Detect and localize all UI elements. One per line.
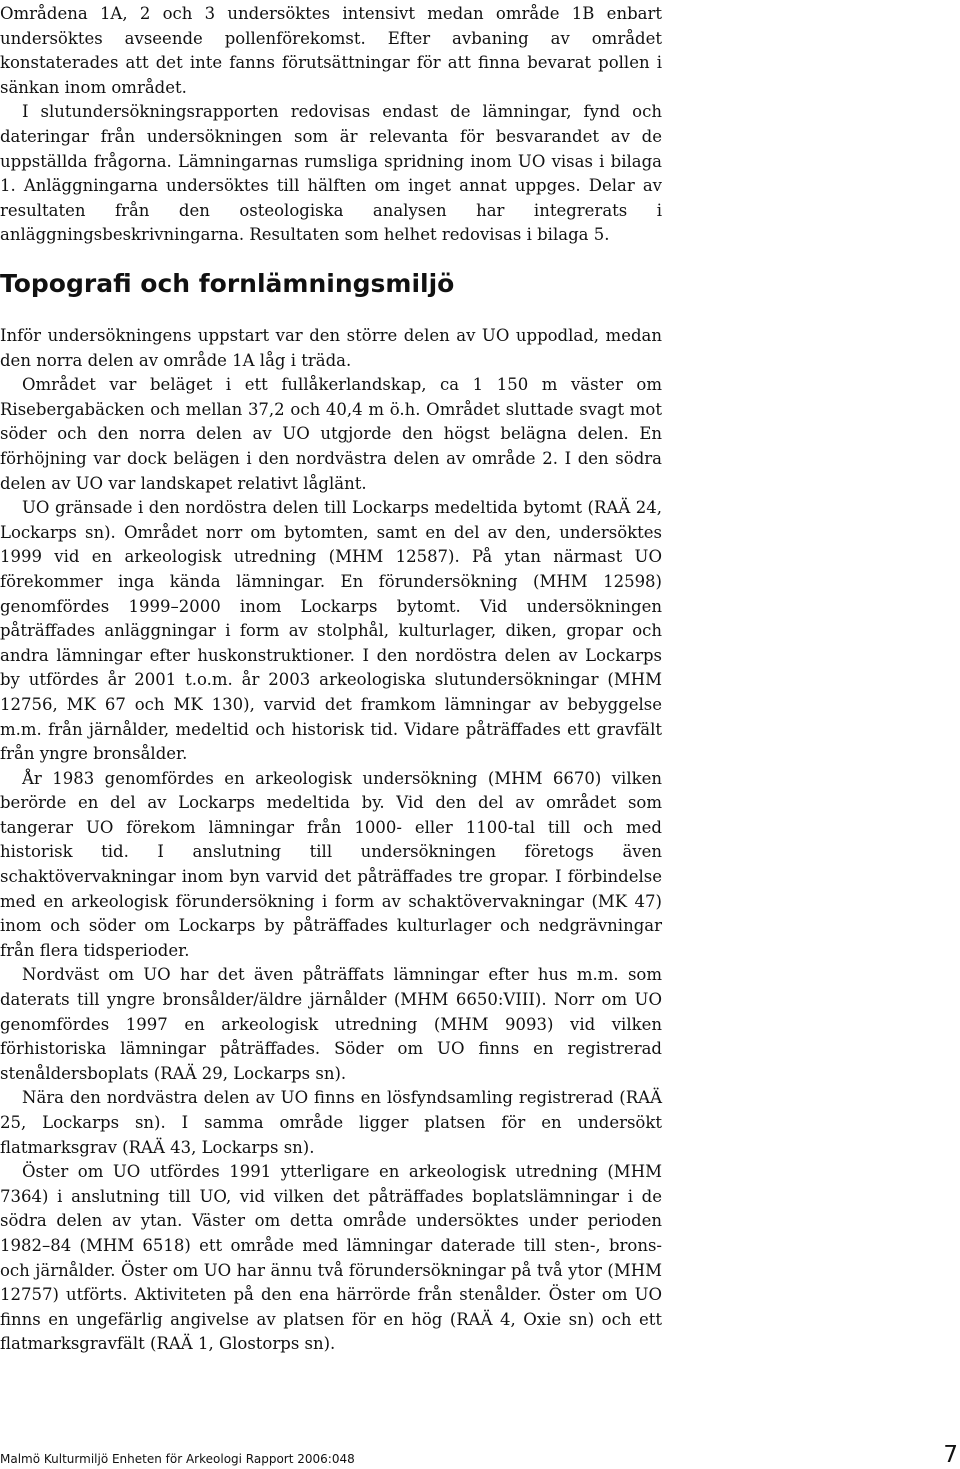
paragraph-intro-1: Områdena 1A, 2 och 3 undersöktes intensivt medan område 1B enbart undersöktes avseende pollenförekomst. Efter avbaning av området konstaterades att det inte fanns förutsättningar för att finna bevarat pollen i sänkan inom området. [0,4,662,97]
paragraph-section-7: Öster om UO utfördes 1991 ytterligare en arkeologisk utredning (MHM 7364) i anslutning till UO, vid vilken det påträffades boplatslämningar i de södra delen av ytan. Väster om detta område undersöktes under perioden 1982–84 (MHM 6518) ett område med lämningar daterade till sten-, brons- och järnålder. Öster om UO har ännu två förundersökningar på två ytor (MHM 12757) utförts. Aktiviteten på den ena härrörde från stenålder. Öster om UO finns en ungefärlig angivelse av platsen för en hög (RAÄ 4, Oxie sn) och ett flatmarksgravfält (RAÄ 1, Glostorps sn). [0,1162,662,1354]
paragraph-section-5: Nordväst om UO har det även påträffats lämningar efter hus m.m. som daterats till yngre bronsålder/äldre järnålder (MHM 6650:VIII). Norr om UO genomfördes 1997 en arkeologisk utredning (MHM 9093) vid vilken förhistoriska lämningar påträffades. Söder om UO finns en registrerad stenåldersboplats (RAÄ 29, Lockarps sn). [0,965,662,1083]
footer-source-line: Malmö Kulturmiljö Enheten för Arkeologi Rapport 2006:048 [0,1452,355,1466]
intro-text-block [0,2,662,248]
paragraph-section-3: UO gränsade i den nordöstra delen till Lockarps medeltida bytomt (RAÄ 24, Lockarps sn). Området norr om bytomten, samt en del av den, undersöktes 1999 vid en arkeologisk utredning (MHM 12587). På ytan närmast UO förekommer inga kända lämningar. En förundersökning (MHM 12598) genomfördes 1999–2000 inom Lockarps bytomt. Vid undersökningen påträffades anläggningar i form av stolphål, kulturlager, diken, gropar och andra lämningar efter huskonstruktioner. I den nordöstra delen av Lockarps by utfördes år 2001 t.o.m. år 2003 arkeologiska slutundersökningar (MHM 12756, MK 67 och MK 130), varvid det framkom lämningar av bebyggelse m.m. från järnålder, medeltid och historisk tid. Vidare påträffades ett gravfält från yngre bronsålder. [0,498,662,764]
paragraph-section-2: Området var beläget i ett fullåkerlandskap, ca 1 150 m väster om Risebergabäcken och mellan 37,2 och 40,4 m ö.h. Området sluttade svagt mot söder och den norra delen av UO utgjorde den högst belägna delen. En förhöjning var dock belägen i den nordvästra delen av område 2. I den södra delen av UO var landskapet relativt låglänt. [0,375,662,493]
paragraph-section-4: År 1983 genomfördes en arkeologisk undersökning (MHM 6670) vilken berörde en del av Lockarps medeltida by. Vid den del av området som tangerar UO förekom lämningar från 1000- eller 1100-tal till och med historisk tid. I anslutning till undersökningen företogs även schaktövervakningar inom byn varvid det påträffades tre gropar. I förbindelse med en arkeologisk förundersökning i form av schaktövervakningar (MK 47) inom och söder om Lockarps by påträffades kulturlager och nedgrävningar från flera tidsperioder. [0,768,662,960]
paragraph-section-6: Nära den nordvästra delen av UO finns en lösfyndsamling registrerad (RAÄ 25, Lockarps sn). I samma område ligger platsen för en undersökt flatmarksgrav (RAÄ 43, Lockarps sn). [0,1088,662,1157]
paragraph-section-1: Inför undersökningens uppstart var den större delen av UO uppodlad, medan den norra delen av område 1A låg i träda. [0,326,662,370]
section-heading: Topografi och fornlämningsmiljö [0,269,455,298]
section-text-block [0,324,662,1357]
paragraph-intro-2: I slutundersökningsrapporten redovisas endast de lämningar, fynd och dateringar från undersökningen som är relevanta för besvarandet av de uppställda frågorna. Lämningarnas rumsliga spridning inom UO visas i bilaga 1. Anläggningarna undersöktes till hälften om inget annat uppges. Delar av resultaten från den osteologiska analysen har integrerats i anläggningsbeskrivningarna. Resultaten som helhet redovisas i bilaga 5. [0,102,662,245]
page-number: 7 [943,1442,958,1468]
